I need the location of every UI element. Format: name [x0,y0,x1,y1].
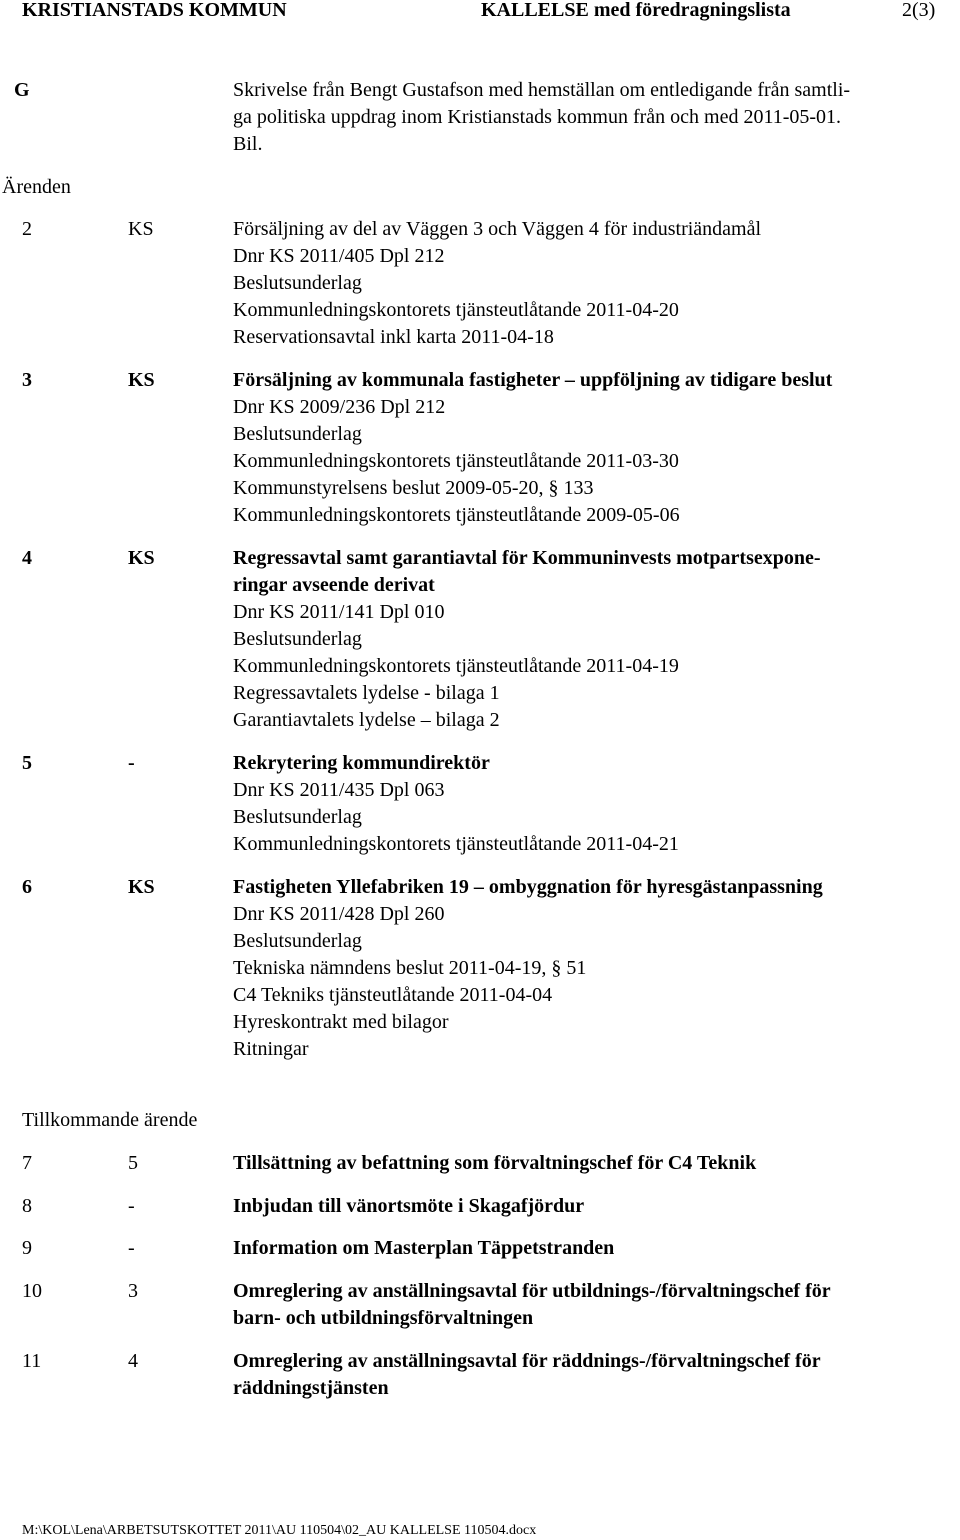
item-attachment: Kommunledningskontorets tjänsteutlåtande 2011-04-21 [233,833,679,855]
item-dnr: Dnr KS 2011/435 Dpl 063 [233,779,445,801]
item-basis-heading: Beslutsunderlag [233,272,362,294]
item-title: ringar avseende derivat [233,574,435,596]
item-org: KS [128,218,154,240]
item-title: Fastigheten Yllefabriken 19 – ombyggnation för hyresgästanpassning [233,876,823,898]
item-title: Omreglering av anställningsavtal för utbildnings-/förvaltningschef för [233,1280,831,1302]
item-attachment: Kommunledningskontorets tjänsteutlåtande 2011-03-30 [233,450,679,472]
item-number: 7 [22,1152,32,1174]
item-number: 11 [22,1350,42,1372]
item-basis-heading: Beslutsunderlag [233,806,362,828]
item-basis-heading: Beslutsunderlag [233,628,362,650]
item-attachment: Garantiavtalets lydelse – bilaga 2 [233,709,500,731]
item-basis-heading: Beslutsunderlag [233,423,362,445]
item-title: Tillsättning av befattning som förvaltningschef för C4 Teknik [233,1152,757,1174]
item-org: 4 [128,1350,138,1372]
item-number: 4 [22,547,32,569]
item-org: - [128,1237,135,1259]
item-number: 8 [22,1195,32,1217]
item-title: Regressavtal samt garantiavtal för Kommuninvests motpartsexpone- [233,547,821,569]
item-attachment: Kommunledningskontorets tjänsteutlåtande 2009-05-06 [233,504,680,526]
item-org: 5 [128,1152,138,1174]
item-number: 10 [22,1280,42,1302]
item-g-line: Bil. [233,133,263,155]
item-g-line: Skrivelse från Bengt Gustafson med hemställan om entledigande från samtli- [233,79,851,101]
header-org: KRISTIANSTADS KOMMUN [22,0,287,21]
footer-file-path: M:\KOL\Lena\ARBETSUTSKOTTET 2011\AU 110504\02_AU KALLELSE 110504.docx [22,1523,537,1538]
item-org: KS [128,547,155,569]
item-title: räddningstjänsten [233,1377,389,1399]
item-dnr: Dnr KS 2011/428 Dpl 260 [233,903,445,925]
item-number: 2 [22,218,32,240]
item-title: Inbjudan till vänortsmöte i Skagafjördur [233,1195,585,1217]
header-page-number: 2(3) [902,0,936,21]
item-dnr: Dnr KS 2009/236 Dpl 212 [233,396,446,418]
section-heading-additional: Tillkommande ärende [22,1109,198,1131]
item-number: 3 [22,369,32,391]
item-org: KS [128,369,155,391]
item-attachment: Kommunledningskontorets tjänsteutlåtande 2011-04-19 [233,655,679,677]
item-org: 3 [128,1280,138,1302]
header-doc-title: KALLELSE med föredragningslista [481,0,791,21]
item-number: 9 [22,1237,32,1259]
item-attachment: Tekniska nämndens beslut 2011-04-19, § 51 [233,957,587,979]
item-attachment: C4 Tekniks tjänsteutlåtande 2011-04-04 [233,984,553,1006]
item-org: - [128,752,135,774]
item-g-line: ga politiska uppdrag inom Kristianstads kommun från och med 2011-05-01. [233,106,842,128]
item-attachment: Kommunstyrelsens beslut 2009-05-20, § 133 [233,477,594,499]
item-number: 6 [22,876,32,898]
item-basis-heading: Beslutsunderlag [233,930,362,952]
item-title: Försäljning av kommunala fastigheter – uppföljning av tidigare beslut [233,369,833,391]
item-title: Försäljning av del av Väggen 3 och Väggen 4 för industriändamål [233,218,762,240]
item-number: 5 [22,752,32,774]
item-attachment: Ritningar [233,1038,309,1060]
item-attachment: Reservationsavtal inkl karta 2011-04-18 [233,326,554,348]
item-title: Omreglering av anställningsavtal för räddnings-/förvaltningschef för [233,1350,821,1372]
item-attachment: Regressavtalets lydelse - bilaga 1 [233,682,500,704]
item-org: KS [128,876,155,898]
item-attachment: Hyreskontrakt med bilagor [233,1011,449,1033]
item-dnr: Dnr KS 2011/141 Dpl 010 [233,601,445,623]
item-title: Information om Masterplan Täppetstranden [233,1237,615,1259]
section-heading-arenden: Ärenden [2,176,71,198]
item-title: Rekrytering kommundirektör [233,752,490,774]
item-title: barn- och utbildningsförvaltningen [233,1307,534,1329]
item-dnr: Dnr KS 2011/405 Dpl 212 [233,245,445,267]
item-attachment: Kommunledningskontorets tjänsteutlåtande 2011-04-20 [233,299,679,321]
item-org: - [128,1195,135,1217]
item-g-number: G [14,79,30,101]
